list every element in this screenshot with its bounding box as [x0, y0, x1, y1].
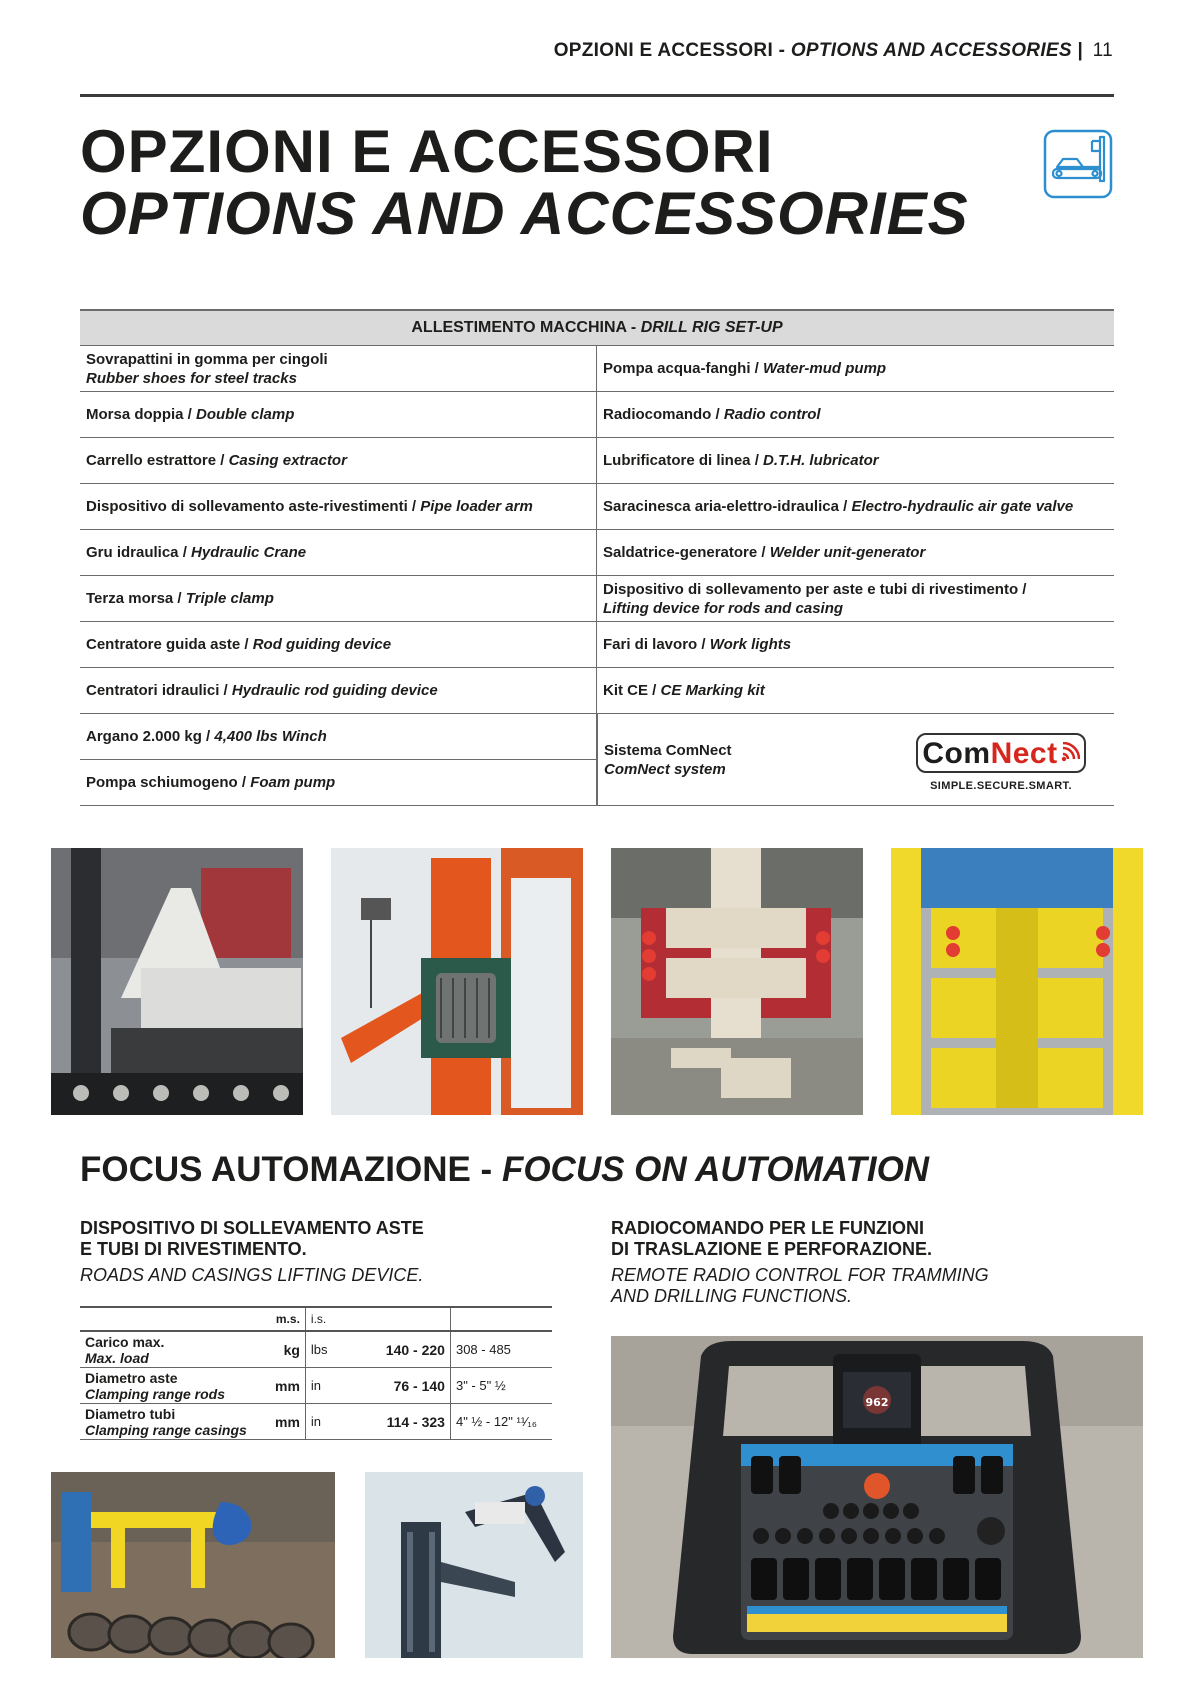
table-row	[80, 576, 1114, 622]
photo-lifting-arm	[365, 1472, 583, 1658]
photo-radio-remote-control	[611, 1336, 1143, 1658]
page-title-it: OPZIONI E ACCESSORI	[80, 118, 774, 185]
option-rubber-shoes: Sovrapattini in gomma per cingoli Rubber shoes for steel tracks	[80, 346, 597, 391]
option-casing-extractor: Carrello estrattore / Casing extractor	[80, 438, 597, 483]
option-double-clamp: Morsa doppia / Double clamp	[80, 392, 597, 437]
photo-pipe-lifting-yard	[51, 1472, 335, 1658]
page-number: 11	[1092, 40, 1113, 61]
option-triple-clamp: Terza morsa / Triple clamp	[80, 576, 597, 621]
comnect-block	[80, 714, 1114, 806]
radio-control-heading: RADIOCOMANDO PER LE FUNZIONI DI TRASLAZIONE E PERFORAZIONE. REMOTE RADIO CONTROL FOR TRAMMING AND DRILLING FUNCTIONS.	[611, 1218, 989, 1306]
spec-row-rods: Diametro aste Clamping range rods mm in 76 - 140 3" - 5" ½	[80, 1368, 552, 1404]
header-section-it: OPZIONI E ACCESSORI -	[553, 40, 786, 61]
drill-rig-setup-table	[80, 309, 1114, 806]
header-rule	[80, 94, 1114, 97]
page-title-en: OPTIONS AND ACCESSORIES	[80, 180, 969, 247]
table-row	[80, 392, 1114, 438]
table-row	[80, 484, 1114, 530]
remote-display-readout: 962	[865, 1396, 889, 1409]
option-air-gate-valve: Saracinesca aria-elettro-idraulica / Electro-hydraulic air gate valve	[603, 498, 1074, 515]
table-row	[80, 622, 1114, 668]
option-rod-guiding-device: Centratore guida aste / Rod guiding device	[80, 622, 597, 667]
option-work-lights: Fari di lavoro / Work lights	[603, 636, 792, 653]
wifi-signal-icon	[1060, 742, 1080, 764]
option-hydraulic-rod-guiding: Centratori idraulici / Hydraulic rod guiding device	[80, 668, 597, 713]
option-dth-lubricator: Lubrificatore di linea / D.T.H. lubricator	[603, 452, 879, 469]
table-row	[80, 346, 1114, 392]
focus-title: FOCUS AUTOMAZIONE - FOCUS ON AUTOMATION	[80, 1150, 930, 1189]
setup-table-heading: ALLESTIMENTO MACCHINA - DRILL RIG SET-UP	[80, 309, 1114, 346]
option-hydraulic-crane: Gru idraulica / Hydraulic Crane	[80, 530, 597, 575]
lifting-device-heading: DISPOSITIVO DI SOLLEVAMENTO ASTE E TUBI DI RIVESTIMENTO. ROADS AND CASINGS LIFTING DEVICE.	[80, 1218, 424, 1285]
option-ce-kit: Kit CE / CE Marking kit	[603, 682, 765, 699]
running-header	[554, 40, 1113, 62]
photo-hydraulic-crane	[51, 848, 303, 1115]
option-comnect-system: Sistema ComNect ComNect system Com Nect SIMPLE.SECURE.SMART.	[597, 714, 1114, 806]
table-row	[80, 530, 1114, 576]
option-pipe-loader-arm: Dispositivo di sollevamento aste-rivestimenti / Pipe loader arm	[80, 484, 597, 529]
photo-rod-guiding-device	[891, 848, 1143, 1115]
table-row	[80, 668, 1114, 714]
setup-table-body	[80, 346, 1114, 806]
option-lifting-device: Dispositivo di sollevamento per aste e tubi di rivestimento / Lifting device for rods and casing	[603, 580, 1027, 617]
option-winch: Argano 2.000 kg / 4,400 lbs Winch	[80, 714, 597, 759]
option-welder-generator: Saldatrice-generatore / Welder unit-generator	[603, 544, 926, 561]
spec-row-casings: Diametro tubi Clamping range casings mm in 114 - 323 4" ½ - 12" ¹¹⁄₁₆	[80, 1404, 552, 1440]
spec-row-max-load: Carico max. Max. load kg lbs 140 - 220 308 - 485	[80, 1331, 552, 1368]
photo-winch	[331, 848, 583, 1115]
lifting-device-spec-table	[80, 1306, 552, 1440]
option-water-mud-pump: Pompa acqua-fanghi / Water-mud pump	[603, 360, 887, 377]
table-row	[80, 438, 1114, 484]
option-radio-control: Radiocomando / Radio control	[603, 406, 821, 423]
option-foam-pump: Pompa schiumogeno / Foam pump	[80, 760, 597, 805]
header-separator: |	[1077, 40, 1084, 61]
header-section-en: OPTIONS AND ACCESSORIES	[790, 40, 1072, 61]
comnect-logo: Com Nect SIMPLE.SECURE.SMART.	[916, 733, 1086, 796]
photo-triple-clamp	[611, 848, 863, 1115]
drill-rig-icon	[1043, 129, 1113, 199]
spec-table-header: m.s. i.s.	[80, 1307, 552, 1331]
